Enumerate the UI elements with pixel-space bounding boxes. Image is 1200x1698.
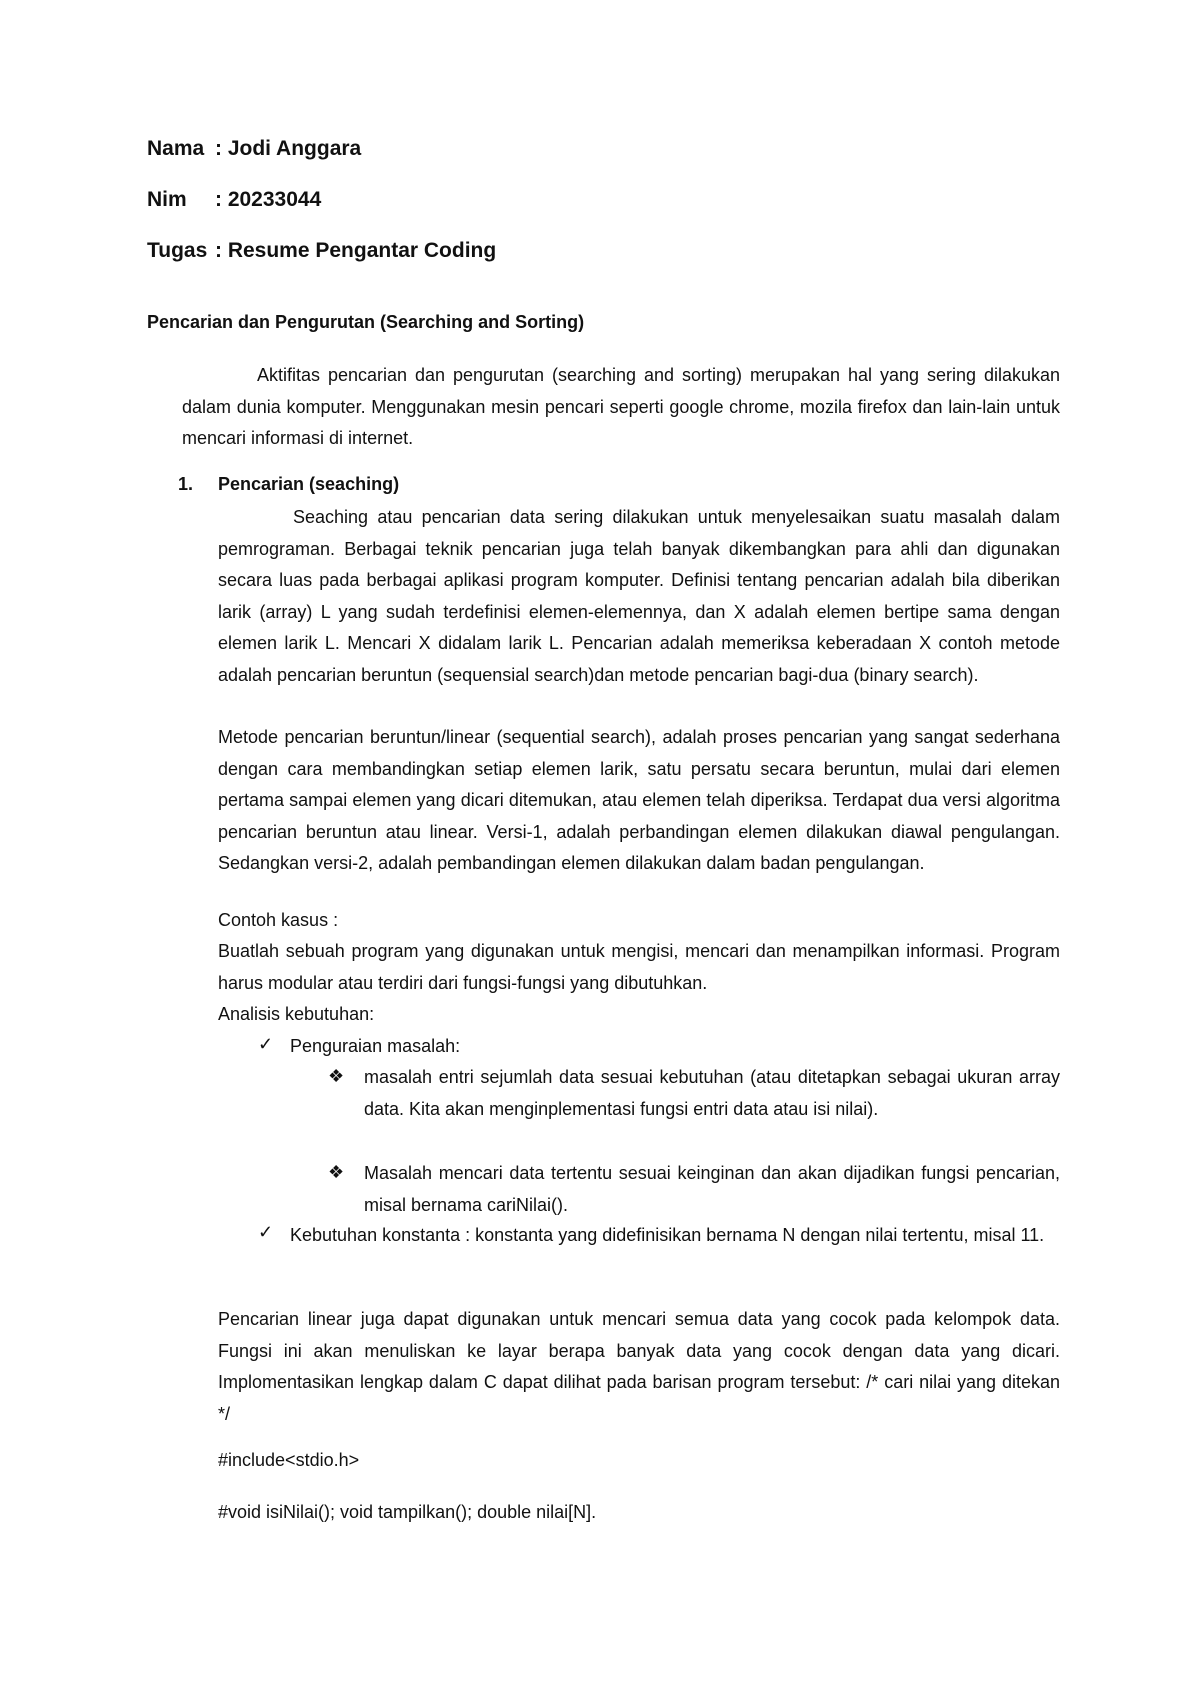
diamond-item-1: masalah entri sejumlah data sesuai kebutuhan (atau ditetapkan sebagai ukuran array data. Kita akan menginplementasi fungsi entri data atau isi nilai). <box>364 1067 1060 1119</box>
item1-number: 1. <box>178 474 194 494</box>
nama-value: : Jodi Anggara <box>215 137 362 160</box>
check-item-2: Kebutuhan konstanta : konstanta yang didefinisikan bernama N dengan nilai tertentu, misal 11. <box>290 1225 1045 1245</box>
header-nama <box>147 137 362 161</box>
contoh-kasus-label: Contoh kasus : <box>218 910 339 930</box>
check-item-1: Penguraian masalah: <box>290 1036 461 1056</box>
check-icon: ✓ <box>258 1222 274 1242</box>
header-nim <box>147 188 322 212</box>
analisis-label: Analisis kebutuhan: <box>218 1004 375 1024</box>
code-line-2: #void isiNilai(); void tampilkan(); double nilai[N]. <box>218 1502 597 1522</box>
contoh-kasus-text: Buatlah sebuah program yang digunakan untuk mengisi, mencari dan menampilkan informasi. Program harus modular atau terdiri dari fungsi-fungsi yang dibutuhkan. <box>218 941 1060 993</box>
tugas-value: : Resume Pengantar Coding <box>215 239 497 262</box>
item1-title-text: Pencarian (seaching) <box>218 474 400 494</box>
nama-label: Nama <box>147 137 205 160</box>
item1-paragraph-3: Pencarian linear juga dapat digunakan untuk mencari semua data yang cocok pada kelompok data. Fungsi ini akan menuliskan ke layar berapa banyak data yang cocok dengan data yang dicari. Implomentasikan lengkap dalam C dapat dilihat pada barisan program tersebut: /* cari nilai yang ditekan */ <box>218 1309 1060 1424</box>
diamond-bullet-icon: ❖ <box>328 1066 345 1086</box>
diamond-item-2: Masalah mencari data tertentu sesuai keinginan dan akan dijadikan fungsi pencarian, misal bernama cariNilai(). <box>364 1163 1060 1215</box>
item1-paragraph-2: Metode pencarian beruntun/linear (sequential search), adalah proses pencarian yang sangat sederhana dengan cara membandingkan setiap elemen larik, satu persatu secara beruntun, mulai dari elemen pertama sampai elemen yang dicari ditemukan, atau elemen telah diperiksa. Terdapat dua versi algoritma pencarian beruntun atau linear. Versi-1, adalah perbandingan elemen dilakukan diawal pengulangan. Sedangkan versi-2, adalah pembandingan elemen dilakukan dalam badan pengulangan. <box>218 727 1060 873</box>
nim-value: : 20233044 <box>215 188 322 211</box>
diamond-bullet-icon: ❖ <box>328 1162 345 1182</box>
code-line-1: #include<stdio.h> <box>218 1450 360 1470</box>
nim-label: Nim <box>147 188 187 211</box>
item1-paragraph-1: Seaching atau pencarian data sering dilakukan untuk menyelesaikan suatu masalah dalam pemrograman. Berbagai teknik pencarian juga telah banyak dikembangkan para ahli dan digunakan secara luas pada berbagai aplikasi program komputer. Definisi tentang pencarian adalah bila diberikan larik (array) L yang sudah terdefinisi elemen-elemennya, dan X adalah elemen bertipe sama dengan elemen larik L. Mencari X didalam larik L. Pencarian adalah memeriksa keberadaan X contoh metode adalah pencarian beruntun (sequensial search)dan metode pencarian bagi-dua (binary search). <box>218 507 1060 685</box>
header-tugas <box>147 239 497 263</box>
intro-paragraph: Aktifitas pencarian dan pengurutan (searching and sorting) merupakan hal yang sering dilakukan dalam dunia komputer. Menggunakan mesin pencari seperti google chrome, mozila firefox dan lain-lain untuk mencari informasi di internet. <box>182 365 1060 448</box>
check-icon: ✓ <box>258 1034 274 1054</box>
section-title: Pencarian dan Pengurutan (Searching and Sorting) <box>147 312 585 332</box>
tugas-label: Tugas <box>147 239 208 262</box>
